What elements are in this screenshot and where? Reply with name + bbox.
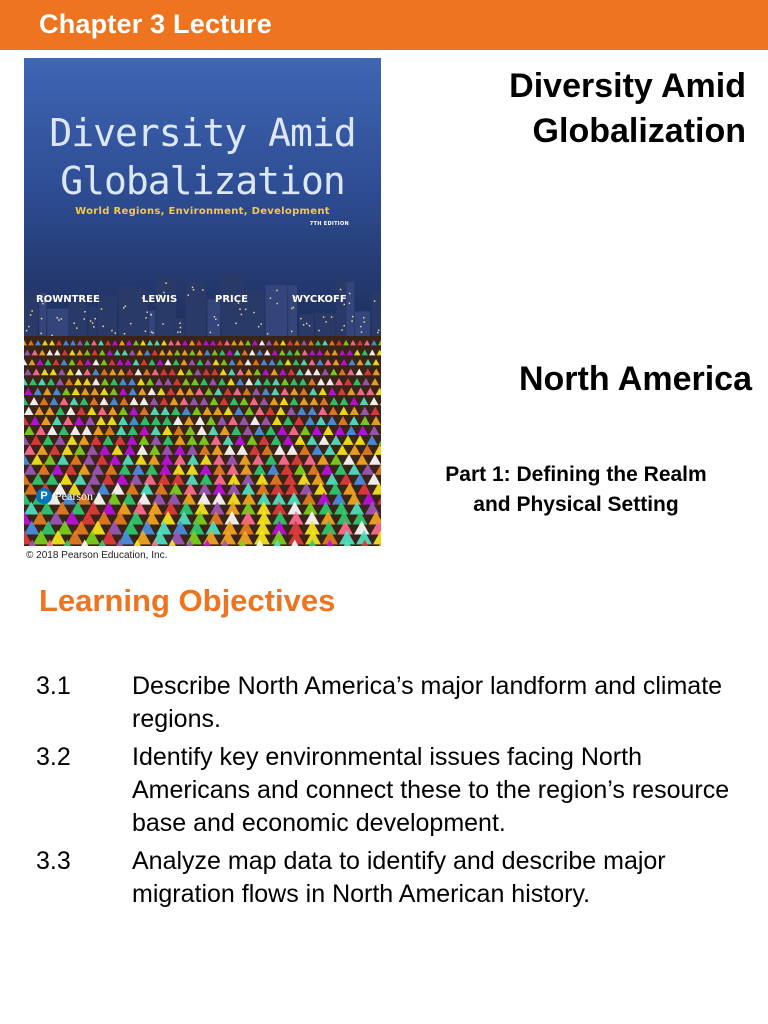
- part-title-line1: Part 1: Defining the Realm: [445, 463, 707, 486]
- cover-subtitle: World Regions, Environment, Development: [75, 206, 330, 217]
- objectives-list: [36, 670, 736, 916]
- chapter-title: North America: [518, 360, 752, 398]
- pearson-wordmark: Pearson: [55, 488, 93, 503]
- pearson-logo: [36, 488, 93, 504]
- copyright-notice: © 2018 Pearson Education, Inc.: [26, 550, 168, 561]
- cover-author: ROWNTREE: [36, 294, 100, 305]
- pearson-logo-icon: P: [36, 488, 52, 504]
- objective-text: Describe North America’s major landform and climate regions.: [132, 672, 723, 733]
- book-cover-image: [24, 58, 381, 546]
- objective-item: [36, 845, 736, 911]
- cover-author: WYCKOFF: [292, 294, 347, 305]
- chapter-label: Chapter 3 Lecture: [39, 9, 272, 39]
- objective-number: 3.2: [36, 743, 71, 771]
- cover-author: LEWIS: [142, 294, 178, 305]
- book-title-line2: Globalization: [532, 112, 746, 150]
- objective-text: Identify key environmental issues facing North Americans and connect these to the region’s resource base and economic development.: [132, 743, 730, 837]
- objective-item: [36, 741, 736, 840]
- cover-author: PRICE: [215, 294, 248, 305]
- part-title-line2: and Physical Setting: [473, 493, 679, 516]
- objective-item: [36, 670, 736, 736]
- learning-objectives-heading: Learning Objectives: [39, 583, 336, 618]
- cover-title-line1: Diversity Amid: [49, 111, 356, 155]
- part-title: [404, 460, 748, 520]
- cover-authors: [24, 294, 381, 308]
- objective-number: 3.1: [36, 672, 71, 700]
- cover-title-line2: Globalization: [60, 159, 345, 203]
- cover-edition: 7TH EDITION: [309, 221, 349, 227]
- objective-number: 3.3: [36, 847, 71, 875]
- objective-text: Analyze map data to identify and describe major migration flows in North American history.: [132, 847, 666, 908]
- book-title-line1: Diversity Amid: [509, 67, 746, 105]
- book-title: [509, 64, 746, 154]
- header-bar: [0, 0, 768, 50]
